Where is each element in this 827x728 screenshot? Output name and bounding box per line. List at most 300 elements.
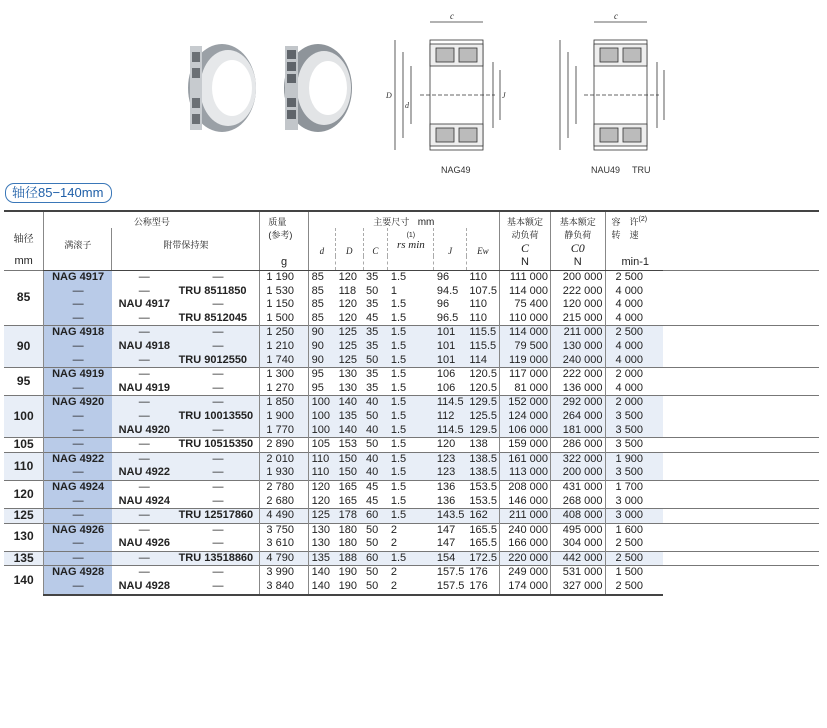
cell-d: 100 — [308, 424, 335, 438]
caption-nau49: NAU49 — [591, 165, 621, 175]
cell-full-complement: NAG 4919 — [44, 368, 112, 382]
cell-J: 157.5 — [436, 566, 465, 579]
cell-speed: 4 000 — [605, 354, 663, 368]
table-row — [4, 509, 819, 524]
cell-Ew: 153.5 — [469, 494, 497, 507]
cell-C: 35 — [366, 381, 379, 394]
cell-tru-type: — — [212, 537, 224, 550]
spec-table-body — [4, 271, 819, 595]
cell-D: 135 — [338, 409, 357, 422]
cell-rs-min: 1.5 — [390, 271, 407, 283]
table-row — [4, 298, 819, 312]
cell-tru-type: — — [212, 381, 224, 394]
header-spacer-rs — [388, 256, 434, 271]
cell-nau-type: — — [138, 551, 150, 564]
cell-nau-type: — — [138, 271, 150, 283]
cell-dynamic-load: 174 000 — [499, 580, 550, 595]
header-col-Ew: Ew — [466, 228, 499, 256]
cell-tru-type: TRU 10515350 — [178, 438, 254, 451]
cell-speed: 4 000 — [605, 382, 663, 396]
cell-rs-min: 1.5 — [390, 381, 407, 394]
cell-static-load: 304 000 — [550, 537, 605, 551]
cell-static-load: 200 000 — [550, 466, 605, 480]
cell-full-complement: — — [44, 495, 112, 509]
header-col-rs-note: (1) — [406, 232, 416, 239]
cell-full-complement: — — [44, 312, 112, 326]
dim-D-label: D — [386, 91, 392, 100]
cell-J: 157.5 — [434, 580, 467, 595]
cell-Ew: 138 — [469, 438, 488, 451]
cell-full-complement: — — [44, 298, 112, 312]
cell-d: 85 — [308, 285, 335, 299]
cell-full-complement: NAG 4918 — [44, 326, 112, 340]
cell-C: 45 — [366, 494, 379, 507]
cell-Ew: 110 — [469, 311, 487, 324]
header-static-load — [550, 211, 605, 256]
cell-rs-min: 2 — [390, 537, 397, 550]
cell-full-complement: — — [44, 438, 112, 453]
cell-rs-min: 2 — [388, 580, 434, 595]
header-speed-label2: 转 速 — [611, 230, 639, 240]
cell-J: 154 — [436, 551, 456, 564]
header-col-d: d — [308, 228, 335, 256]
cell-nau-type: — — [138, 452, 150, 465]
cell-C: 50 — [366, 284, 379, 297]
cell-D: 188 — [338, 551, 357, 564]
cell-rs-min: 1.5 — [390, 480, 407, 493]
cell-mass: 2 780 — [260, 480, 308, 494]
cell-tru-type: — — [212, 466, 224, 479]
header-stat-unit: N — [550, 256, 605, 271]
cell-rs-min: 1.5 — [390, 298, 407, 311]
cell-D: 130 — [338, 368, 357, 381]
cell-rs-min: 1.5 — [390, 326, 407, 339]
cell-static-load: 130 000 — [550, 340, 605, 354]
cell-mass: 4 790 — [260, 551, 308, 566]
cell-dynamic-load: 152 000 — [499, 396, 550, 410]
cell-D: 190 — [336, 580, 363, 595]
cell-tru-type: — — [212, 423, 224, 436]
cell-C: 50 — [366, 409, 379, 422]
cell-J: 106 — [436, 368, 456, 381]
bearing-illustrations — [0, 0, 827, 185]
cell-mass: 1 210 — [260, 340, 308, 354]
cell-mass: 1 900 — [260, 410, 308, 424]
cell-J: 114.5 — [436, 423, 464, 436]
table-row — [4, 466, 819, 480]
cell-D: 153 — [338, 438, 357, 451]
cell-J: 101 — [436, 326, 456, 339]
table-row — [4, 396, 819, 410]
header-spacer-J — [434, 256, 467, 271]
cell-d: 95 — [308, 368, 335, 382]
cell-full-complement: — — [44, 354, 112, 368]
cell-D: 130 — [338, 381, 357, 394]
header-dyn-label2: 动负荷 — [511, 230, 539, 240]
cell-C: 40 — [366, 423, 379, 436]
cell-mass: 1 930 — [260, 466, 308, 480]
cell-speed: 2 500 — [605, 537, 663, 551]
cell-nau-type: NAU 4918 — [118, 339, 170, 352]
table-row — [4, 354, 819, 368]
cell-static-load: 200 000 — [550, 271, 605, 285]
table-row — [4, 566, 819, 580]
cell-nau-type: — — [138, 523, 150, 536]
cell-D: 165 — [338, 480, 357, 493]
cell-nau-type: — — [138, 284, 150, 297]
cell-nau-type: NAU 4928 — [112, 580, 177, 595]
cell-d: 85 — [308, 312, 335, 326]
cell-D: 180 — [338, 523, 357, 536]
header-with-cage: 附带保持架 — [112, 228, 260, 256]
cell-d: 90 — [308, 340, 335, 354]
cell-J: 106 — [436, 381, 456, 394]
cell-tru-type: — — [212, 271, 224, 283]
cell-static-load: 408 000 — [550, 509, 605, 524]
cell-nau-type: — — [138, 353, 150, 366]
cell-speed: 2 500 — [605, 551, 663, 566]
cell-J: 112 — [436, 409, 455, 422]
table-row — [4, 537, 819, 551]
cell-speed: 4 000 — [605, 285, 663, 299]
cell-tru-type: TRU 10013550 — [178, 409, 254, 422]
cell-mass: 3 840 — [260, 580, 308, 595]
header-spacer-1 — [44, 256, 112, 271]
cell-d: 135 — [308, 551, 335, 566]
header-col-J: J — [434, 228, 467, 256]
cell-full-complement: — — [44, 382, 112, 396]
table-row — [4, 368, 819, 382]
cell-J: 96.5 — [436, 311, 459, 324]
cell-J: 143.5 — [436, 509, 465, 522]
cell-J: 101 — [436, 353, 456, 366]
cell-dynamic-load: 249 000 — [499, 566, 550, 580]
cell-mass: 1 190 — [260, 271, 308, 285]
cell-rs-min: 1.5 — [390, 396, 407, 409]
cell-C: 40 — [366, 452, 379, 465]
cell-D: 125 — [338, 326, 357, 339]
shaft-diameter-cell: 135 — [13, 550, 34, 565]
cell-full-complement: NAG 4920 — [44, 396, 112, 410]
cell-Ew: 114 — [469, 353, 487, 366]
cell-rs-min: 1.5 — [390, 423, 407, 436]
table-row — [4, 438, 819, 453]
cell-J: 123 — [436, 466, 456, 479]
cell-d: 110 — [308, 466, 335, 480]
table-row — [4, 580, 819, 595]
cell-D: 150 — [338, 452, 357, 465]
cell-D: 120 — [338, 271, 357, 283]
table-row — [4, 326, 819, 340]
cell-full-complement: — — [44, 466, 112, 480]
table-row — [4, 551, 819, 566]
header-stat-label: 基本额定 — [559, 217, 596, 227]
header-designation: 公称型号 — [44, 211, 260, 228]
cell-J: 96 — [436, 298, 450, 311]
cell-mass: 1 250 — [260, 326, 308, 340]
cell-Ew: 165.5 — [469, 537, 497, 550]
cell-speed: 3 500 — [605, 466, 663, 480]
cell-tru-type: TRU 8511850 — [178, 284, 247, 297]
cell-Ew: 129.5 — [469, 423, 497, 436]
cell-C: 50 — [366, 438, 379, 451]
header-col-C: C — [363, 228, 388, 256]
cell-nau-type: — — [138, 438, 150, 451]
table-row — [4, 410, 819, 424]
cell-speed: 4 000 — [605, 312, 663, 326]
header-dyn-symbol: C — [520, 241, 529, 255]
cell-J: 123 — [436, 452, 456, 465]
cell-speed: 4 000 — [605, 298, 663, 312]
cell-mass: 1 150 — [260, 298, 308, 312]
cell-speed: 2 500 — [605, 326, 663, 340]
header-dims — [308, 211, 499, 228]
header-speed — [605, 211, 663, 256]
cell-C: 35 — [366, 326, 379, 339]
cell-full-complement: — — [44, 580, 112, 595]
table-row — [4, 312, 819, 326]
table-row — [4, 340, 819, 354]
cell-dynamic-load: 211 000 — [499, 509, 550, 524]
bearing-photo-nag — [284, 44, 352, 132]
cell-d: 130 — [308, 537, 335, 551]
cell-speed: 2 500 — [605, 580, 663, 595]
cell-D: 178 — [338, 509, 357, 522]
cell-mass: 1 530 — [260, 285, 308, 299]
cell-mass: 1 770 — [260, 424, 308, 438]
cell-rs-min: 1.5 — [390, 353, 407, 366]
cell-speed: 3 000 — [605, 509, 663, 524]
bearing-spec-table — [4, 210, 819, 596]
cell-tru-type: — — [212, 339, 224, 352]
dim-d-label: d — [405, 101, 409, 110]
cell-dynamic-load: 81 000 — [499, 382, 550, 396]
cell-D: 125 — [338, 353, 357, 366]
cell-Ew: 138.5 — [469, 466, 497, 479]
cell-rs-min: 1.5 — [390, 438, 407, 451]
cell-static-load: 495 000 — [550, 523, 605, 537]
header-mass-label: 质量 — [268, 217, 287, 227]
cell-tru-type: TRU 9012550 — [178, 353, 248, 366]
header-speed-unit: min-1 — [605, 256, 663, 271]
cell-full-complement: — — [44, 410, 112, 424]
cell-full-complement: NAG 4926 — [44, 523, 112, 537]
cell-static-load: 286 000 — [550, 438, 605, 453]
header-stat-symbol: C0 — [570, 241, 585, 255]
cell-mass: 1 850 — [260, 396, 308, 410]
cell-C: 35 — [366, 339, 379, 352]
cell-d: 105 — [308, 438, 335, 453]
cell-C: 40 — [366, 466, 379, 479]
cell-tru-type: — — [212, 494, 224, 507]
cell-dynamic-load: 124 000 — [499, 410, 550, 424]
header-spacer-C — [363, 256, 388, 271]
cell-d: 120 — [308, 495, 335, 509]
cell-static-load: 215 000 — [550, 312, 605, 326]
cell-dynamic-load: 208 000 — [499, 480, 550, 494]
header-dims-label: 主要尺寸 — [373, 217, 410, 227]
table-row — [4, 480, 819, 494]
cell-mass: 3 990 — [260, 566, 308, 580]
cell-static-load: 327 000 — [550, 580, 605, 595]
cell-dynamic-load: 114 000 — [499, 326, 550, 340]
cell-D: 190 — [338, 566, 357, 579]
cell-dynamic-load: 117 000 — [499, 368, 550, 382]
cell-speed: 1 900 — [605, 452, 663, 466]
cell-D: 140 — [338, 423, 357, 436]
cell-mass: 1 270 — [260, 382, 308, 396]
cell-nau-type: NAU 4926 — [118, 537, 170, 550]
section-drawing-nau49 — [560, 22, 664, 150]
cell-static-load: 120 000 — [550, 298, 605, 312]
cell-speed: 2 000 — [605, 368, 663, 382]
cell-speed: 3 500 — [605, 438, 663, 453]
cell-dynamic-load: 220 000 — [499, 551, 550, 566]
header-dims-unit: mm — [417, 217, 435, 228]
cell-Ew: 172.5 — [469, 551, 497, 564]
header-mass-ref: (参考) — [268, 230, 293, 240]
cell-rs-min: 1 — [390, 284, 397, 297]
cell-full-complement: — — [44, 509, 112, 524]
cell-static-load: 431 000 — [550, 480, 605, 494]
cell-mass: 1 300 — [260, 368, 308, 382]
cell-C: 60 — [366, 551, 379, 564]
header-stat-label2: 静负荷 — [564, 230, 592, 240]
cell-Ew: 120.5 — [469, 381, 497, 394]
cell-static-load: 240 000 — [550, 354, 605, 368]
cell-d: 125 — [308, 509, 335, 524]
cell-D: 120 — [338, 298, 357, 311]
figure-area — [0, 0, 827, 185]
cell-static-load: 322 000 — [550, 452, 605, 466]
cell-C: 50 — [366, 566, 379, 579]
cell-speed: 3 500 — [605, 410, 663, 424]
cell-static-load: 222 000 — [550, 368, 605, 382]
cell-nau-type: — — [138, 396, 150, 409]
cell-nau-type: NAU 4917 — [118, 298, 170, 311]
shaft-diameter-cell: 105 — [13, 437, 34, 452]
cell-Ew: 162 — [469, 509, 488, 522]
cell-tru-type: TRU 8512045 — [178, 311, 248, 324]
cell-C: 45 — [366, 480, 379, 493]
cell-tru-type: — — [212, 368, 224, 381]
cell-rs-min: 2 — [390, 566, 397, 579]
cell-dynamic-load: 166 000 — [499, 537, 550, 551]
cell-tru-type: — — [212, 326, 224, 339]
cell-C: 35 — [366, 271, 379, 283]
header-speed-label: 容 许 — [611, 217, 639, 227]
cell-tru-type: — — [212, 452, 224, 465]
cell-dynamic-load: 75 400 — [499, 298, 550, 312]
cell-nau-type: NAU 4920 — [118, 423, 170, 436]
table-row — [4, 424, 819, 438]
cell-d: 140 — [308, 566, 335, 580]
cell-static-load: 268 000 — [550, 495, 605, 509]
cell-D: 118 — [338, 284, 357, 297]
cell-d: 100 — [308, 396, 335, 410]
cell-speed: 3 000 — [605, 495, 663, 509]
cell-d: 120 — [308, 480, 335, 494]
cell-Ew: 176 — [466, 580, 499, 595]
cell-Ew: 110 — [469, 298, 487, 311]
header-full-complement: 满滚子 — [44, 228, 112, 256]
cell-mass: 4 490 — [260, 509, 308, 524]
cell-d: 95 — [308, 382, 335, 396]
cell-dynamic-load: 161 000 — [499, 452, 550, 466]
cell-d: 140 — [308, 580, 335, 595]
shaft-diameter-cell: 130 — [13, 529, 34, 544]
cell-d: 90 — [308, 326, 335, 340]
cell-Ew: 115.5 — [469, 339, 497, 352]
cell-speed: 1 500 — [605, 566, 663, 580]
cell-mass: 2 010 — [260, 452, 308, 466]
table-row — [4, 523, 819, 537]
cell-static-load: 222 000 — [550, 285, 605, 299]
cell-dynamic-load: 106 000 — [499, 424, 550, 438]
cell-Ew: 125.5 — [469, 409, 497, 422]
header-col-D: D — [336, 228, 363, 256]
cell-dynamic-load: 240 000 — [499, 523, 550, 537]
cell-mass: 1 740 — [260, 354, 308, 368]
header-dyn-unit: N — [499, 256, 550, 271]
header-spacer-D — [336, 256, 363, 271]
cell-speed: 4 000 — [605, 340, 663, 354]
header-spacer-d — [308, 256, 335, 271]
cell-full-complement: — — [44, 340, 112, 354]
cell-d: 100 — [308, 410, 335, 424]
cell-mass: 2 890 — [260, 438, 308, 453]
cell-C: 50 — [366, 537, 379, 550]
cell-J: 120 — [436, 438, 456, 451]
cell-static-load: 292 000 — [550, 396, 605, 410]
cell-D: 125 — [338, 339, 357, 352]
shaft-diameter-cell: 140 — [13, 572, 34, 587]
cell-d: 130 — [308, 523, 335, 537]
cell-tru-type: — — [212, 566, 224, 579]
cell-d: 110 — [308, 452, 335, 466]
cell-C: 40 — [366, 396, 379, 409]
header-dynamic-load — [499, 211, 550, 256]
cell-speed: 1 600 — [605, 523, 663, 537]
cell-C: 60 — [366, 509, 379, 522]
shaft-diameter-cell: 85 — [16, 290, 31, 305]
cell-D: 180 — [338, 537, 357, 550]
cell-speed: 3 500 — [605, 424, 663, 438]
cell-mass: 3 610 — [260, 537, 308, 551]
cell-speed: 2 000 — [605, 396, 663, 410]
cell-tru-type: — — [212, 396, 224, 409]
cell-tru-type: — — [212, 298, 224, 311]
cell-Ew: 110 — [469, 271, 487, 283]
cell-tru-type: — — [212, 480, 224, 493]
header-dyn-label: 基本额定 — [506, 217, 543, 227]
table-row — [4, 382, 819, 396]
cell-rs-min: 1.5 — [390, 311, 407, 324]
cell-d: 85 — [308, 298, 335, 312]
caption-nag49: NAG49 — [441, 165, 471, 175]
cell-full-complement: — — [44, 424, 112, 438]
header-mass-unit: g — [260, 256, 308, 271]
cell-C: 35 — [366, 298, 379, 311]
dim-J-label: J — [502, 91, 506, 100]
cell-J: 114.5 — [436, 396, 464, 409]
cell-dynamic-load: 111 000 — [499, 271, 550, 285]
cell-J: 94.5 — [436, 284, 459, 297]
cell-dynamic-load: 113 000 — [499, 466, 550, 480]
cell-static-load: 211 000 — [550, 326, 605, 340]
cell-rs-min: 1.5 — [390, 509, 407, 522]
header-speed-note: (2) — [638, 216, 648, 223]
